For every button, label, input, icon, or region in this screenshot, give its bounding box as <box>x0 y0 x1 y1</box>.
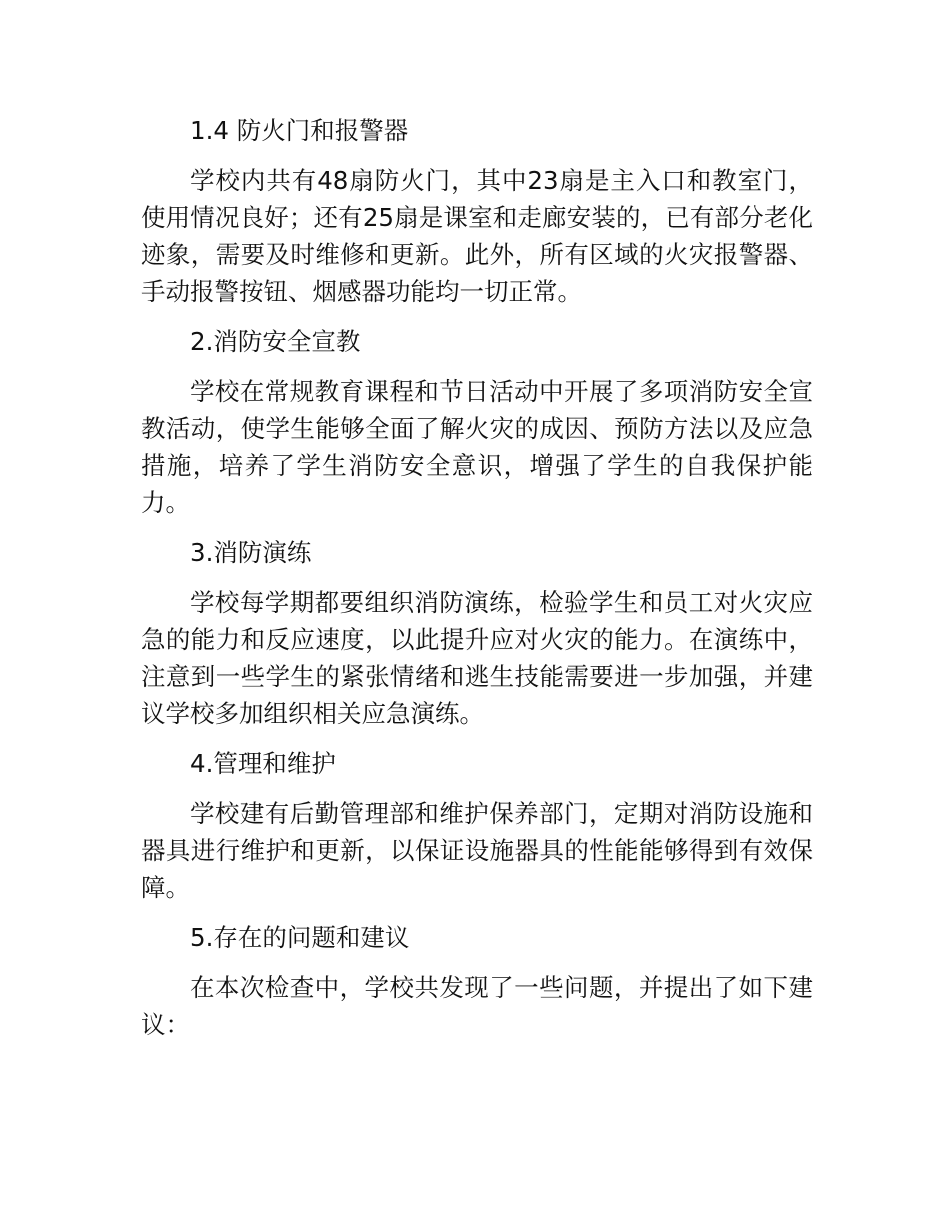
section-heading-safety-education: 2.消防安全宣教 <box>190 327 361 356</box>
section-heading-problems: 5.存在的问题和建议 <box>190 923 410 952</box>
section-body-safety-education: 学校在常规教育课程和节日活动中开展了多项消防安全宣教活动，使学生能够全面了解火灾的成因、预防方法以及应急措施，培养了学生消防安全意识，增强了学生的自我保护能力。 <box>141 377 813 517</box>
section-body-fire-doors: 学校内共有48扇防火门，其中23扇是主入口和教室门，使用情况良好；还有25扇是课室和走廊安装的，已有部分老化迹象，需要及时维修和更新。此外，所有区域的火灾报警器、手动报警按钮、烟感器功能均一切正常。 <box>141 166 813 306</box>
document-body <box>141 112 813 1056</box>
section-body-problems: 在本次检查中，学校共发现了一些问题，并提出了如下建议： <box>141 973 813 1039</box>
section-heading-management: 4.管理和维护 <box>190 749 336 778</box>
section-body-fire-drill: 学校每学期都要组织消防演练，检验学生和员工对火灾应急的能力和反应速度，以此提升应对火灾的能力。在演练中，注意到一些学生的紧张情绪和逃生技能需要进一步加强，并建议学校多加组织相关应急演练。 <box>141 588 813 728</box>
section-heading-fire-drill: 3.消防演练 <box>190 538 312 567</box>
section-heading-fire-doors: 1.4 防火门和报警器 <box>190 116 409 145</box>
section-body-management: 学校建有后勤管理部和维护保养部门，定期对消防设施和器具进行维护和更新，以保证设施器具的性能能够得到有效保障。 <box>141 799 813 902</box>
